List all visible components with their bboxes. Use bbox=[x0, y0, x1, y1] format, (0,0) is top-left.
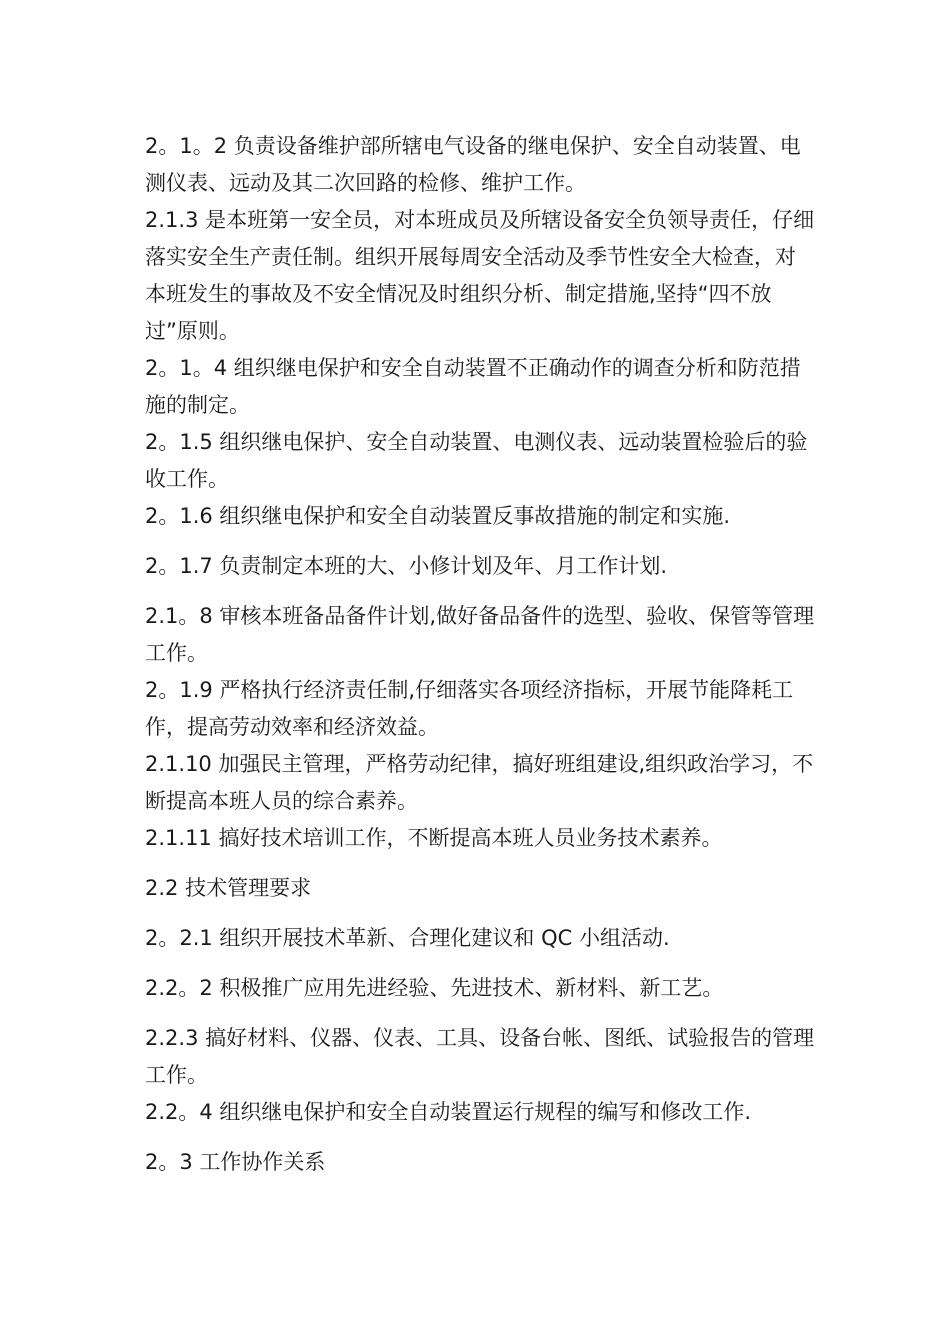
paragraph-2-1-7: 2。1.7 负责制定本班的大、小修计划及年、月工作计划. bbox=[145, 554, 668, 578]
paragraph-2-1-5: 2。1.5 组织继电保护、安全自动装置、电测仪表、远动装置检验后的验收工作。 bbox=[145, 430, 808, 491]
paragraph-2-1-4: 2。1。4 组织继电保护和安全自动装置不正确动作的调查分析和防范措施的制定。 bbox=[145, 356, 801, 417]
paragraph-2-2-4: 2.2。4 组织继电保护和安全自动装置运行规程的编写和修改工作. bbox=[145, 1100, 752, 1124]
paragraph-2-1-9: 2。1.9 严格执行经济责任制,仔细落实各项经济指标，开展节能降耗工作，提高劳动效率和经济效益。 bbox=[145, 678, 794, 739]
paragraph-2-2-1: 2。2.1 组织开展技术革新、合理化建议和 QC 小组活动. bbox=[145, 926, 670, 950]
paragraph-2-1-8: 2.1。8 审核本班备品备件计划,做好备品备件的选型、验收、保管等管理工作。 bbox=[145, 604, 815, 665]
paragraph-2-2-3: 2.2.3 搞好材料、仪器、仪表、工具、设备台帐、图纸、试验报告的管理工作。 bbox=[145, 1026, 815, 1087]
section-heading-2-2: 2.2 技术管理要求 bbox=[145, 876, 312, 900]
paragraph-2-1-3: 2.1.3 是本班第一安全员，对本班成员及所辖设备安全负领导责任，仔细落实安全生产责任制。组织开展每周安全活动及季节性安全大检查，对本班发生的事故及不安全情况及时组织分析、制定措施,坚持“四不放过”原则。 bbox=[145, 208, 815, 343]
document-body bbox=[145, 128, 815, 1181]
section-heading-2-3: 2。3 工作协作关系 bbox=[145, 1150, 326, 1174]
paragraph-2-1-2: 2。1。2 负责设备维护部所辖电气设备的继电保护、安全自动装置、电测仪表、远动及其二次回路的检修、维护工作。 bbox=[145, 134, 801, 195]
paragraph-2-2-2: 2.2。2 积极推广应用先进经验、先进技术、新材料、新工艺。 bbox=[145, 976, 724, 1000]
paragraph-2-1-10: 2.1.10 加强民主管理，严格劳动纪律，搞好班组建设,组织政治学习，不断提高本班人员的综合素养。 bbox=[145, 752, 814, 813]
paragraph-2-1-6: 2。1.6 组织继电保护和安全自动装置反事故措施的制定和实施. bbox=[145, 504, 731, 528]
paragraph-2-1-11: 2.1.11 搞好技术培训工作，不断提高本班人员业务技术素养。 bbox=[145, 826, 723, 850]
